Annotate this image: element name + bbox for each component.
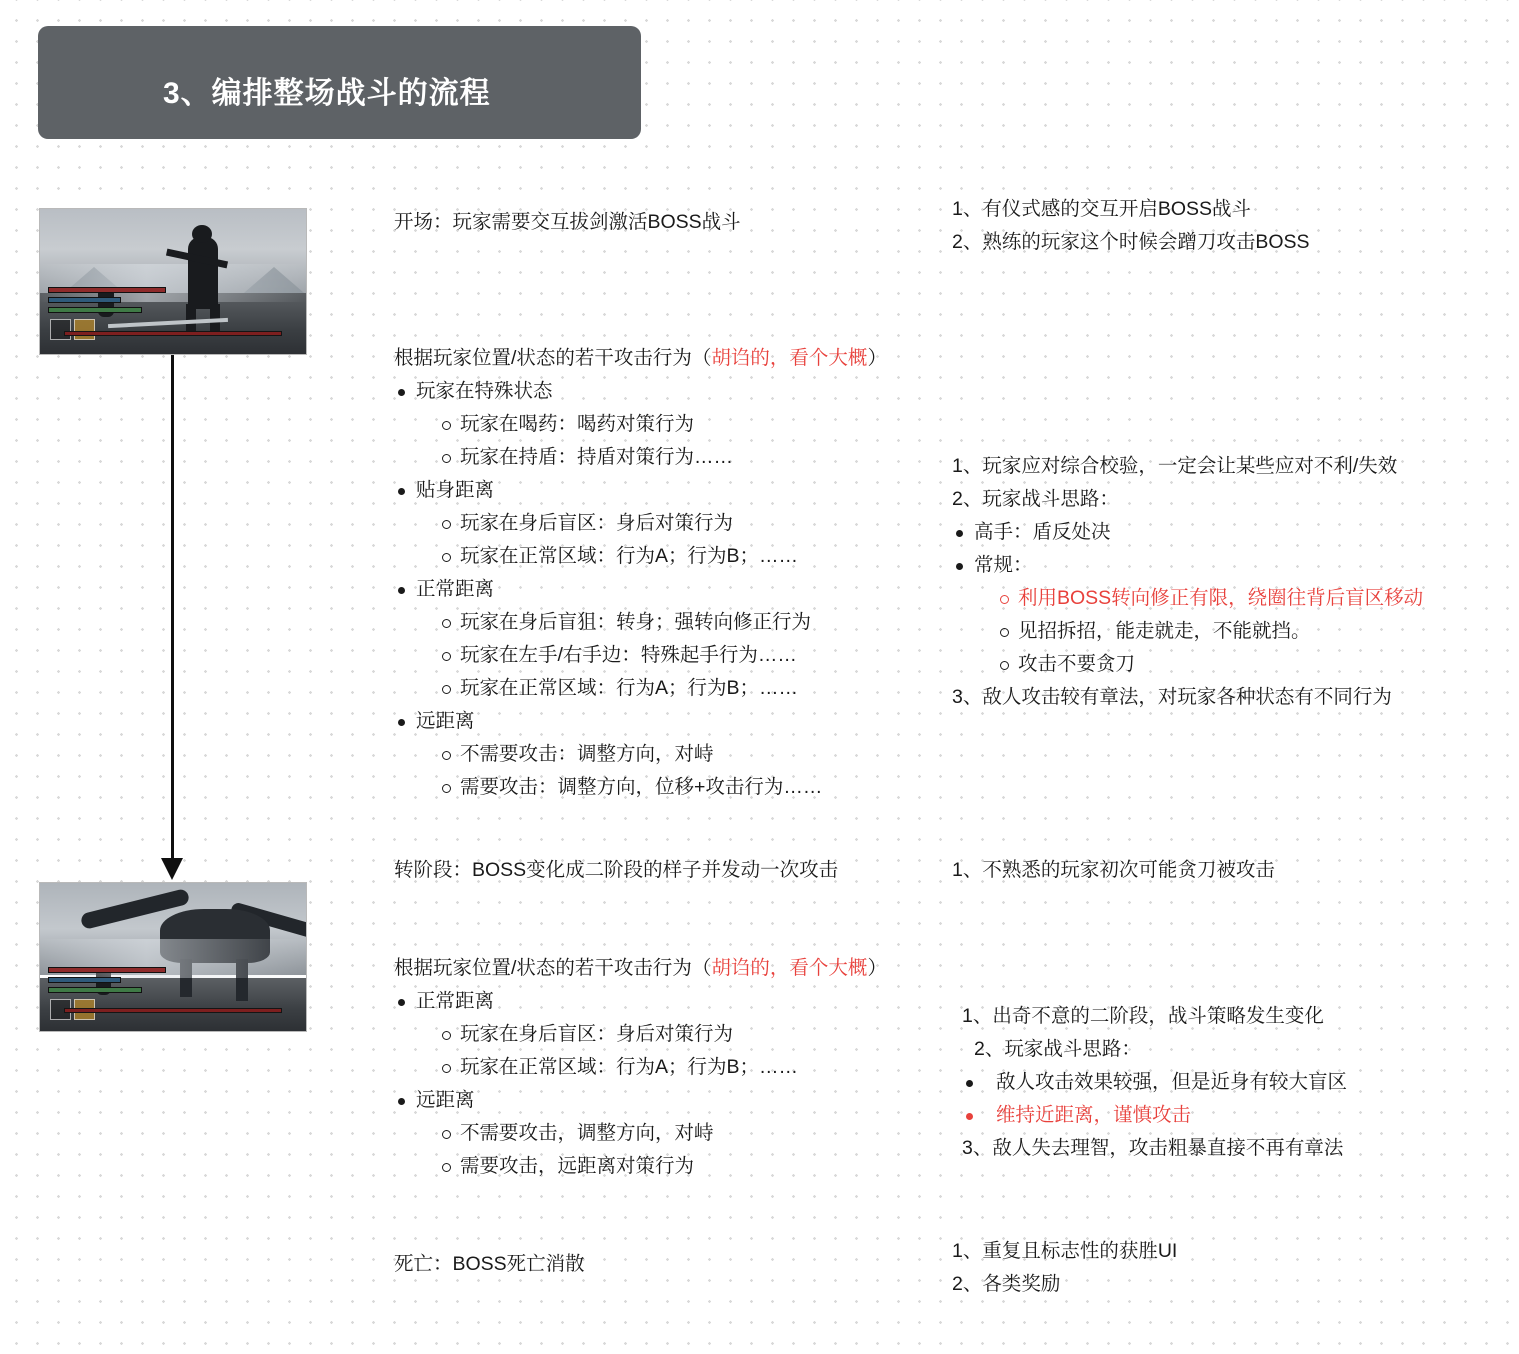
flow-arrow-head <box>161 858 183 880</box>
phase-two-heading-suffix: ） <box>867 957 887 979</box>
opening-line: 开场：玩家需要交互拔剑激活BOSS战斗 <box>394 211 741 233</box>
list-item: 玩家在喝药：喝药对策行为 <box>394 408 887 441</box>
note-item: 敌人攻击效果较强，但是近身有较大盲区 <box>962 1066 1347 1099</box>
note-item: 3、敌人失去理智，攻击粗暴直接不再有章法 <box>962 1137 1344 1159</box>
phase-two-notes <box>962 1000 1347 1165</box>
list-item: 玩家在持盾：持盾对策行为…… <box>394 441 887 474</box>
flow-arrow-line <box>171 355 174 865</box>
phase-one-heading-note: 胡诌的，看个大概 <box>711 347 868 369</box>
opening-description <box>394 206 741 239</box>
phase-one-heading <box>394 342 887 375</box>
note-item: 2、玩家战斗思路： <box>952 488 1119 510</box>
boss-hp-bar <box>64 331 282 336</box>
list-item: 不需要攻击，调整方向，对峙 <box>394 1117 887 1150</box>
phase-two-behavior-list <box>394 952 887 1183</box>
list-item: 玩家在特殊状态 <box>394 375 887 408</box>
list-item: 玩家在身后盲区：身后对策行为 <box>394 507 887 540</box>
fp-bar <box>48 297 121 303</box>
transition-line: 转阶段：BOSS变化成二阶段的样子并发动一次攻击 <box>394 859 839 881</box>
hp-bar <box>48 287 166 293</box>
list-item: 玩家在左手/右手边：特殊起手行为…… <box>394 639 887 672</box>
fp-bar <box>48 977 121 983</box>
death-notes <box>952 1235 1177 1301</box>
death-line: 死亡：BOSS死亡消散 <box>394 1253 585 1275</box>
list-item: 远距离 <box>394 705 887 738</box>
phase-one-heading-suffix: ） <box>867 347 887 369</box>
stamina-bar <box>48 987 142 993</box>
list-item: 需要攻击：调整方向，位移+攻击行为…… <box>394 771 887 804</box>
phase-two-heading-prefix: 根据玩家位置/状态的若干攻击行为（ <box>394 957 712 979</box>
note-item: 2、玩家战斗思路： <box>974 1038 1141 1060</box>
list-item: 不需要攻击：调整方向，对峙 <box>394 738 887 771</box>
list-item: 需要攻击，远距离对策行为 <box>394 1150 887 1183</box>
note-item: 1、出奇不意的二阶段，战斗策略发生变化 <box>962 1005 1324 1027</box>
boss-head <box>192 225 212 243</box>
phase-two-heading-note: 胡诌的，看个大概 <box>711 957 868 979</box>
note-item: 常规： <box>952 549 1423 582</box>
list-item: 玩家在身后盲狙：转身；强转向修正行为 <box>394 606 887 639</box>
note-item: 高手：盾反处决 <box>952 516 1423 549</box>
boss-phase-two-screenshot <box>39 882 307 1032</box>
list-item: 玩家在身后盲区：身后对策行为 <box>394 1018 887 1051</box>
list-item: 玩家在正常区域：行为A；行为B；…… <box>394 672 887 705</box>
stamina-bar <box>48 307 142 313</box>
note-item: 1、玩家应对综合校验，一定会让某些应对不利/失效 <box>952 455 1398 477</box>
note-item-highlight: 利用BOSS转向修正有限，绕圈往背后盲区移动 <box>952 582 1423 615</box>
transition-description <box>394 854 838 887</box>
list-item: 玩家在正常区域：行为A；行为B；…… <box>394 540 887 573</box>
hp-bar <box>48 967 166 973</box>
note-item-highlight: 维持近距离，谨慎攻击 <box>962 1099 1347 1132</box>
death-note-1: 1、重复且标志性的获胜UI <box>952 1240 1178 1262</box>
death-note-2: 2、各类奖励 <box>952 1273 1061 1295</box>
list-item: 正常距离 <box>394 985 887 1018</box>
opening-note-2: 2、熟练的玩家这个时候会蹭刀攻击BOSS <box>952 231 1310 253</box>
phase-one-behavior-list <box>394 342 887 804</box>
transition-notes <box>952 854 1275 887</box>
item-slot-icon <box>50 319 71 340</box>
list-item: 玩家在正常区域：行为A；行为B；…… <box>394 1051 887 1084</box>
opening-note-1: 1、有仪式感的交互开启BOSS战斗 <box>952 198 1252 220</box>
transition-note-1: 1、不熟悉的玩家初次可能贪刀被攻击 <box>952 859 1275 881</box>
list-item: 正常距离 <box>394 573 887 606</box>
phase-one-notes <box>952 450 1423 714</box>
phase-one-heading-prefix: 根据玩家位置/状态的若干攻击行为（ <box>394 347 712 369</box>
phase-two-heading <box>394 952 887 985</box>
list-item: 贴身距离 <box>394 474 887 507</box>
note-item: 3、敌人攻击较有章法，对玩家各种状态有不同行为 <box>952 686 1392 708</box>
opening-notes <box>952 193 1310 259</box>
page-title: 3、编排整场战斗的流程 <box>163 77 491 110</box>
list-item: 远距离 <box>394 1084 887 1117</box>
flask-slot-icon <box>74 319 95 340</box>
boss-hp-bar <box>64 1008 282 1013</box>
player-hud <box>48 967 166 997</box>
boss-figure <box>188 237 218 309</box>
player-hud <box>48 287 166 317</box>
note-item: 攻击不要贪刀 <box>952 648 1423 681</box>
boss-phase-one-screenshot <box>39 208 307 355</box>
note-item: 见招拆招，能走就走，不能就挡。 <box>952 615 1423 648</box>
death-description <box>394 1248 585 1281</box>
